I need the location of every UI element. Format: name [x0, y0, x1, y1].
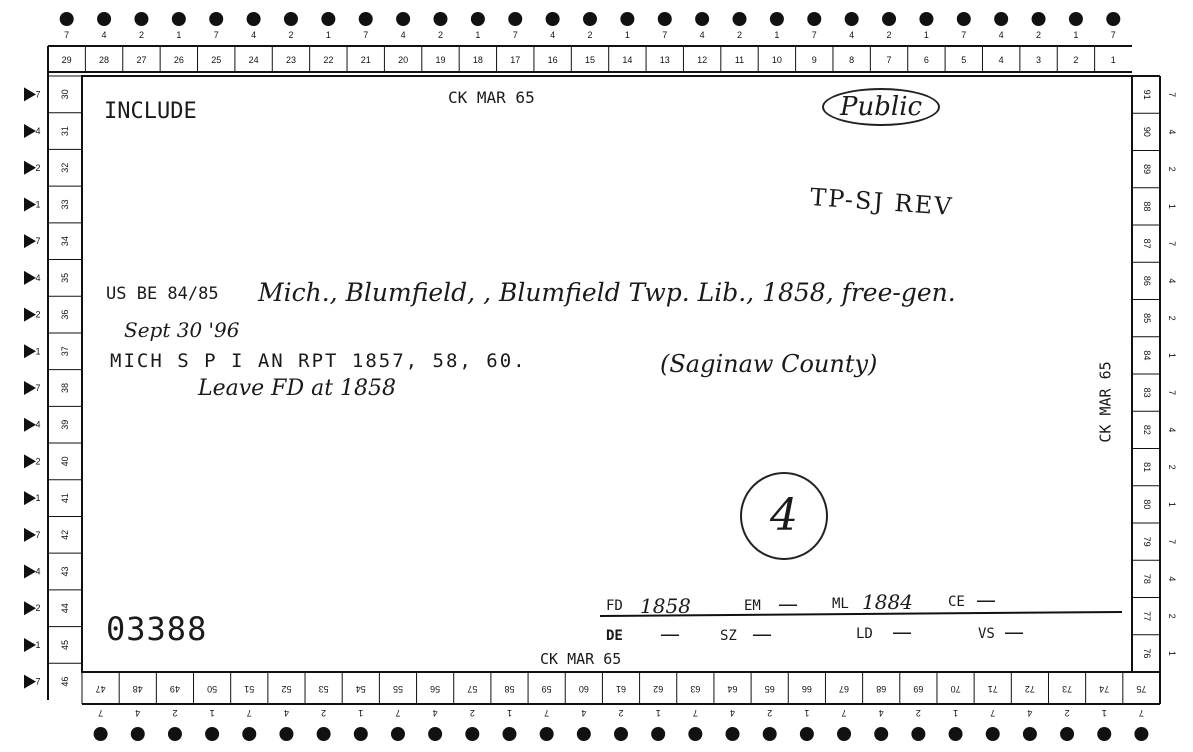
punch-notch	[24, 344, 36, 358]
bottom-code-digit: 4	[135, 708, 141, 718]
bottom-cell-number: 59	[541, 684, 552, 694]
vs-value: —	[1004, 620, 1024, 644]
bottom-code-digit: 7	[98, 708, 104, 718]
em-value: —	[778, 592, 798, 616]
bottom-code-digit: 2	[172, 708, 178, 718]
bottom-code-digit: 7	[544, 708, 550, 718]
top-cell-number: 6	[923, 55, 929, 65]
bottom-cell-number: 75	[1136, 684, 1147, 694]
bottom-cell-number: 61	[615, 684, 627, 694]
punch-hole	[651, 727, 665, 741]
punch-hole	[994, 12, 1008, 26]
left-cell-number: 35	[60, 272, 70, 283]
top-code-digit: 1	[923, 30, 929, 40]
punch-notch	[24, 161, 36, 175]
vs-label: VS	[978, 626, 995, 642]
punch-hole	[763, 727, 777, 741]
punch-hole	[354, 727, 368, 741]
bottom-code-digit: 2	[469, 708, 475, 718]
top-cell-number: 23	[285, 55, 296, 65]
bottom-code-digit: 1	[358, 708, 364, 718]
top-cell-number: 1	[1110, 55, 1116, 65]
right-cell-number: 77	[1142, 611, 1152, 622]
punch-notch	[24, 565, 36, 579]
punch-notch	[24, 418, 36, 432]
right-code-digit: 2	[1167, 613, 1177, 619]
punch-hole	[321, 12, 335, 26]
punch-hole	[317, 727, 331, 741]
punch-notch	[24, 308, 36, 322]
left-code-digit: 7	[35, 383, 41, 393]
bottom-code-digit: 4	[1027, 708, 1033, 718]
ld-label: LD	[856, 626, 873, 642]
left-code-digit: 2	[35, 309, 41, 320]
right-cell-number: 83	[1142, 387, 1152, 398]
bottom-cell-number: 68	[876, 684, 887, 694]
punch-hole	[688, 727, 702, 741]
bottom-cell-number: 74	[1099, 684, 1110, 694]
report-reference: MICH S P I AN RPT 1857, 58, 60.	[110, 350, 527, 372]
right-code-digit: 2	[1167, 464, 1177, 470]
punch-hole	[986, 727, 1000, 741]
bottom-code-digit: 2	[915, 708, 921, 718]
ce-value: —	[976, 588, 996, 612]
top-code-digit: 4	[849, 30, 855, 40]
punch-hole	[168, 727, 182, 741]
bottom-code-digit: 1	[506, 708, 512, 718]
bottom-cell-number: 73	[1062, 684, 1073, 694]
punch-hole	[733, 12, 747, 26]
bottom-code-digit: 4	[432, 708, 438, 718]
top-cell-number: 26	[173, 55, 184, 65]
left-cell-number: 33	[60, 199, 70, 210]
top-code-digit: 7	[363, 30, 369, 40]
punch-hole	[465, 727, 479, 741]
top-cell-number: 27	[136, 55, 147, 65]
punch-hole	[620, 12, 634, 26]
em-label: EM	[744, 598, 761, 614]
punch-hole	[172, 12, 186, 26]
left-code-digit: 2	[35, 456, 41, 467]
punch-hole	[911, 727, 925, 741]
top-cell-number: 20	[398, 55, 409, 65]
bottom-cell-number: 57	[467, 684, 478, 694]
right-code-digit: 4	[1167, 427, 1177, 433]
county-note: (Saginaw County)	[660, 350, 878, 378]
bottom-code-digit: 4	[878, 708, 884, 718]
top-cell-number: 16	[547, 55, 558, 65]
bottom-code-digit: 7	[246, 708, 252, 718]
punch-hole	[508, 12, 522, 26]
punch-notch	[24, 381, 36, 395]
punch-hole	[471, 12, 485, 26]
punch-hole	[770, 12, 784, 26]
bottom-code-digit: 1	[1101, 708, 1107, 718]
bottom-code-digit: 1	[209, 708, 215, 718]
bottom-code-digit: 4	[581, 708, 587, 718]
right-cell-number: 81	[1142, 462, 1152, 473]
top-code-digit: 1	[624, 30, 630, 40]
punch-hole	[433, 12, 447, 26]
right-cell-number: 87	[1142, 238, 1152, 249]
left-code-digit: 4	[35, 566, 41, 577]
punch-notch	[24, 491, 36, 505]
top-cell-number: 10	[771, 55, 782, 65]
bottom-cell-number: 51	[244, 684, 255, 694]
top-code-digit: 1	[475, 30, 481, 40]
bottom-cell-number: 62	[653, 684, 664, 694]
ml-label: ML	[832, 596, 849, 612]
bottom-cell-number: 55	[392, 684, 403, 694]
bottom-code-digit: 2	[1064, 708, 1070, 718]
top-cell-number: 24	[248, 55, 259, 65]
top-code-digit: 4	[400, 30, 406, 40]
punch-notch	[24, 638, 36, 652]
left-cell-number: 39	[60, 419, 70, 430]
top-code-digit: 2	[737, 30, 743, 40]
bottom-cell-number: 56	[430, 684, 441, 694]
top-code-digit: 7	[1110, 30, 1116, 40]
punch-hole	[837, 727, 851, 741]
top-code-digit: 2	[587, 30, 593, 40]
fd-note: Leave FD at 1858	[198, 376, 397, 401]
card-number: 03388	[106, 610, 208, 648]
right-cell-number: 84	[1142, 350, 1152, 361]
entry-date: Sept 30 '96	[124, 318, 240, 342]
punch-hole	[807, 12, 821, 26]
bottom-cell-number: 50	[207, 684, 218, 694]
punch-hole	[546, 12, 560, 26]
left-code-digit: 7	[35, 529, 41, 540]
right-code-digit: 1	[1167, 501, 1177, 507]
left-cell-number: 42	[60, 529, 70, 540]
punch-hole	[874, 727, 888, 741]
sz-label: SZ	[720, 628, 737, 644]
punch-notch	[24, 675, 36, 689]
bottom-code-digit: 7	[692, 708, 698, 718]
punch-hole	[583, 12, 597, 26]
right-cell-number: 80	[1142, 499, 1152, 510]
punch-hole	[845, 12, 859, 26]
punch-notch	[24, 601, 36, 615]
punch-hole	[957, 12, 971, 26]
right-code-digit: 1	[1167, 352, 1177, 358]
top-code-digit: 4	[101, 30, 107, 40]
left-cell-number: 30	[60, 89, 70, 100]
bottom-code-digit: 2	[321, 708, 327, 718]
left-cell-number: 40	[60, 456, 70, 467]
punch-notch	[24, 528, 36, 542]
bottom-cell-number: 52	[281, 684, 292, 694]
punch-notch	[24, 197, 36, 211]
check-stamp-side: CK MAR 65	[1096, 361, 1115, 443]
left-code-digit: 4	[35, 272, 41, 283]
punch-notch	[24, 87, 36, 101]
left-cell-number: 32	[60, 162, 70, 173]
right-code-digit: 7	[1167, 92, 1177, 98]
bottom-code-digit: 2	[618, 708, 624, 718]
left-code-digit: 7	[35, 676, 41, 687]
right-code-digit: 1	[1167, 203, 1177, 209]
punch-hole	[949, 727, 963, 741]
top-code-digit: 2	[1036, 30, 1042, 40]
punch-hole	[396, 12, 410, 26]
punch-hole	[428, 727, 442, 741]
top-code-digit: 7	[811, 30, 817, 40]
top-cell-number: 25	[211, 55, 222, 65]
punch-notch	[24, 454, 36, 468]
bottom-cell-number: 71	[987, 684, 998, 694]
bottom-cell-number: 47	[95, 684, 106, 694]
punch-hole	[1032, 12, 1046, 26]
top-cell-number: 21	[360, 55, 371, 65]
public-label: Public	[822, 88, 940, 126]
punch-hole	[134, 12, 148, 26]
top-cell-number: 12	[697, 55, 708, 65]
de-value: —	[660, 622, 680, 646]
top-cell-number: 28	[99, 55, 110, 65]
punch-hole	[205, 727, 219, 741]
bottom-cell-number: 70	[950, 684, 961, 694]
ld-value: —	[892, 620, 912, 644]
punch-hole	[391, 727, 405, 741]
punch-hole	[1023, 727, 1037, 741]
punch-hole	[577, 727, 591, 741]
punch-hole	[1060, 727, 1074, 741]
left-code-digit: 2	[35, 162, 41, 173]
top-code-digit: 4	[251, 30, 257, 40]
punch-notch	[24, 124, 36, 138]
top-code-digit: 4	[998, 30, 1004, 40]
top-cell-number: 7	[886, 55, 892, 65]
left-cell-number: 43	[60, 566, 70, 577]
punch-hole	[359, 12, 373, 26]
right-code-digit: 7	[1167, 390, 1177, 396]
bottom-cell-number: 53	[318, 684, 329, 694]
ce-label: CE	[948, 594, 965, 610]
punch-hole	[1097, 727, 1111, 741]
top-code-digit: 7	[213, 30, 219, 40]
punch-notch	[24, 271, 36, 285]
include-stamp: INCLUDE	[104, 99, 197, 124]
punch-hole	[882, 12, 896, 26]
right-code-digit: 2	[1167, 315, 1177, 321]
top-cell-number: 2	[1073, 55, 1079, 65]
check-stamp-top: CK MAR 65	[448, 88, 535, 107]
check-stamp-bottom: CK MAR 65	[540, 650, 622, 668]
bottom-cell-number: 67	[839, 684, 850, 694]
top-code-digit: 7	[662, 30, 668, 40]
right-cell-number: 78	[1142, 573, 1152, 584]
fd-value: 1858	[640, 594, 691, 618]
punch-hole	[800, 727, 814, 741]
sz-value: —	[752, 622, 772, 646]
left-code-digit: 1	[35, 346, 41, 357]
top-cell-number: 5	[961, 55, 967, 65]
punch-hole	[284, 12, 298, 26]
ml-value: 1884	[862, 590, 913, 614]
top-code-digit: 4	[550, 30, 556, 40]
right-code-digit: 4	[1167, 278, 1177, 284]
punch-hole	[60, 12, 74, 26]
punch-hole	[695, 12, 709, 26]
right-cell-number: 82	[1142, 424, 1152, 435]
top-cell-number: 15	[584, 55, 596, 65]
punch-hole	[614, 727, 628, 741]
top-code-digit: 7	[961, 30, 967, 40]
catalog-entry: Mich., Blumfield, , Blumfield Twp. Lib., 1858, free-gen.	[258, 278, 956, 307]
fd-label: FD	[606, 598, 623, 614]
left-code-digit: 7	[35, 236, 41, 247]
left-cell-number: 41	[60, 493, 70, 504]
top-cell-number: 19	[435, 55, 446, 65]
top-cell-number: 11	[734, 55, 745, 65]
top-cell-number: 9	[811, 55, 817, 65]
right-cell-number: 86	[1142, 275, 1152, 286]
punch-hole	[726, 727, 740, 741]
bottom-code-digit: 7	[990, 708, 996, 718]
left-cell-number: 37	[60, 346, 70, 357]
right-cell-number: 85	[1142, 313, 1152, 324]
punch-hole	[247, 12, 261, 26]
left-code-digit: 4	[35, 126, 41, 137]
catalog-code: US BE 84/85	[106, 284, 219, 304]
bottom-code-digit: 1	[655, 708, 661, 718]
top-code-digit: 7	[64, 30, 70, 40]
right-code-digit: 7	[1167, 241, 1177, 247]
bottom-code-digit: 7	[1138, 708, 1144, 718]
left-cell-number: 31	[60, 126, 70, 137]
bottom-cell-number: 64	[727, 684, 738, 694]
punch-hole	[97, 12, 111, 26]
top-code-digit: 4	[699, 30, 705, 40]
bottom-cell-number: 69	[913, 684, 924, 694]
bottom-cell-number: 65	[764, 684, 775, 694]
left-code-digit: 1	[35, 199, 41, 210]
top-cell-number: 8	[849, 55, 855, 65]
top-cell-number: 3	[1036, 55, 1042, 65]
bottom-code-digit: 4	[283, 708, 289, 718]
bottom-cell-number: 48	[132, 684, 143, 694]
left-code-digit: 4	[35, 419, 41, 430]
punch-hole	[658, 12, 672, 26]
top-code-digit: 2	[138, 30, 144, 40]
punch-hole	[1069, 12, 1083, 26]
right-cell-number: 89	[1142, 164, 1152, 175]
left-cell-number: 45	[60, 639, 70, 650]
left-code-digit: 1	[35, 639, 41, 650]
system-stamp: TP-SJ REV	[809, 183, 955, 221]
top-cell-number: 17	[510, 55, 521, 65]
punch-hole	[540, 727, 554, 741]
right-code-digit: 4	[1167, 129, 1177, 135]
left-cell-number: 38	[60, 382, 70, 394]
punch-notch	[24, 234, 36, 248]
top-code-digit: 2	[886, 30, 892, 40]
top-cell-number: 18	[472, 55, 483, 65]
top-code-digit: 2	[437, 30, 443, 40]
left-cell-number: 34	[60, 236, 70, 247]
bottom-code-digit: 1	[953, 708, 959, 718]
right-code-digit: 7	[1167, 539, 1177, 545]
left-code-digit: 2	[35, 603, 41, 614]
right-cell-number: 88	[1142, 201, 1152, 212]
bottom-cell-number: 58	[504, 684, 515, 694]
punch-hole	[1106, 12, 1120, 26]
punch-hole	[94, 727, 108, 741]
bottom-cell-number: 54	[355, 684, 366, 694]
top-cell-number: 14	[622, 55, 633, 65]
top-code-digit: 1	[1073, 30, 1079, 40]
punch-hole	[209, 12, 223, 26]
punch-hole	[1134, 727, 1148, 741]
right-cell-number: 76	[1142, 648, 1152, 659]
right-cell-number: 79	[1142, 536, 1152, 547]
bottom-cell-number: 63	[690, 684, 701, 694]
top-code-digit: 1	[774, 30, 780, 40]
punch-hole	[919, 12, 933, 26]
top-code-digit: 2	[288, 30, 294, 40]
bottom-code-digit: 1	[804, 708, 810, 718]
bottom-code-digit: 2	[767, 708, 773, 718]
top-cell-number: 4	[998, 55, 1004, 65]
circled-number: 4	[740, 472, 828, 560]
top-cell-number: 29	[61, 55, 72, 65]
bottom-code-digit: 7	[841, 708, 847, 718]
right-cell-number: 91	[1142, 89, 1152, 100]
punch-hole	[242, 727, 256, 741]
left-code-digit: 1	[35, 493, 41, 504]
bottom-code-digit: 7	[395, 708, 401, 718]
right-code-digit: 2	[1167, 166, 1177, 172]
top-code-digit: 1	[325, 30, 331, 40]
left-cell-number: 46	[60, 676, 70, 687]
left-cell-number: 36	[60, 309, 70, 320]
bottom-code-digit: 4	[730, 708, 736, 718]
de-label: DE	[606, 628, 623, 644]
punch-hole	[502, 727, 516, 741]
punch-hole	[279, 727, 293, 741]
bottom-cell-number: 60	[578, 684, 589, 694]
bottom-cell-number: 49	[169, 684, 180, 694]
top-cell-number: 22	[323, 55, 334, 65]
top-code-digit: 7	[512, 30, 518, 40]
left-code-digit: 7	[35, 89, 41, 100]
right-code-digit: 1	[1167, 650, 1177, 656]
bottom-cell-number: 72	[1024, 684, 1035, 694]
left-cell-number: 44	[60, 603, 70, 614]
top-code-digit: 1	[176, 30, 182, 40]
top-cell-number: 13	[659, 55, 670, 65]
punch-hole	[131, 727, 145, 741]
right-cell-number: 90	[1142, 126, 1152, 137]
right-code-digit: 4	[1167, 576, 1177, 582]
bottom-cell-number: 66	[801, 684, 812, 694]
